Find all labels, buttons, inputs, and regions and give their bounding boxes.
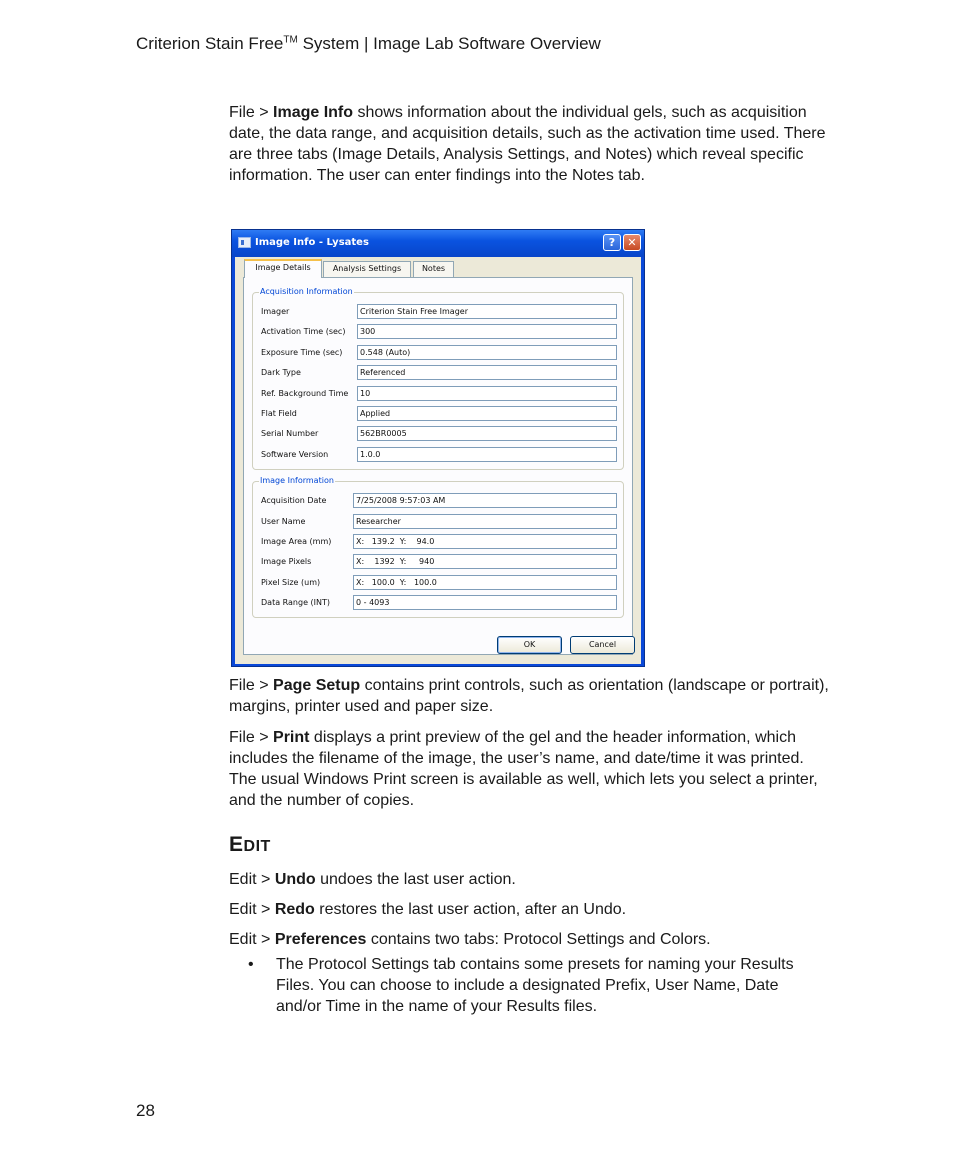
image-info-group: [252, 476, 624, 618]
acquisition-group: [252, 287, 624, 470]
field-row: [253, 304, 625, 319]
field-row: [253, 386, 625, 401]
paragraph-page-setup: File > Page Setup contains print controls, such as orientation (landscape or portrait), margins, printer used and paper size.: [229, 677, 829, 715]
field-row: [253, 595, 625, 610]
field-label: Image Pixels: [261, 557, 312, 566]
paragraph-image-info: File > Image Info shows information about the individual gels, such as acquisition date, the data range, and acquisition details, such as the activation time used. There are three tabs (Image Details, Analysis Settings, and Notes) which reveal specific information. The user can enter findings into the Notes tab.: [229, 104, 826, 184]
field-value[interactable]: Referenced: [357, 365, 617, 380]
field-label: Dark Type: [261, 368, 301, 377]
paragraph-redo: Edit > Redo restores the last user action, after an Undo.: [229, 901, 627, 918]
bullet-text: The Protocol Settings tab contains some presets for naming your Results Files. You can choose to include a designated Prefix, User Name, Date and/or Time in the name of your Results files.: [276, 956, 794, 1015]
field-label: User Name: [261, 517, 306, 526]
image-info-dialog: [231, 229, 645, 667]
field-row: [253, 493, 625, 508]
dialog-titlebar[interactable]: [232, 230, 644, 257]
field-value[interactable]: Applied: [357, 406, 617, 421]
acquisition-group-title: Acquisition Information: [260, 287, 353, 296]
field-row: [253, 554, 625, 569]
field-row: [253, 575, 625, 590]
field-value[interactable]: 1.0.0: [357, 447, 617, 462]
field-row: [253, 514, 625, 529]
image-info-group-title: Image Information: [260, 476, 334, 485]
help-button[interactable]: ?: [603, 234, 621, 251]
bullet-marker: •: [248, 956, 254, 973]
field-label: Exposure Time (sec): [261, 348, 343, 357]
field-label: Activation Time (sec): [261, 327, 346, 336]
field-label: Ref. Background Time: [261, 389, 349, 398]
paragraph-undo: Edit > Undo undoes the last user action.: [229, 871, 516, 888]
paragraph-preferences: Edit > Preferences contains two tabs: Protocol Settings and Colors.: [229, 931, 711, 948]
dialog-title: Image Info - Lysates: [255, 237, 369, 248]
field-label: Acquisition Date: [261, 496, 327, 505]
field-label: Pixel Size (um): [261, 578, 321, 587]
field-row: [253, 365, 625, 380]
cancel-button[interactable]: Cancel: [570, 636, 635, 654]
window-icon: [238, 237, 251, 248]
field-row: [253, 426, 625, 441]
field-label: Imager: [261, 307, 290, 316]
field-value[interactable]: Researcher: [353, 514, 617, 529]
close-button[interactable]: ✕: [623, 234, 641, 251]
field-value[interactable]: 300: [357, 324, 617, 339]
section-heading-edit: EDIT: [229, 833, 271, 856]
tab-panel: [243, 277, 633, 655]
field-value[interactable]: 562BR0005: [357, 426, 617, 441]
field-value[interactable]: 10: [357, 386, 617, 401]
field-value[interactable]: Criterion Stain Free Imager: [357, 304, 617, 319]
field-row: [253, 324, 625, 339]
field-value[interactable]: 0.548 (Auto): [357, 345, 617, 360]
field-value[interactable]: X: 100.0 Y: 100.0: [353, 575, 617, 590]
field-value[interactable]: 7/25/2008 9:57:03 AM: [353, 493, 617, 508]
field-row: [253, 534, 625, 549]
field-label: Software Version: [261, 450, 329, 459]
field-label: Flat Field: [261, 409, 297, 418]
tab-analysis-settings[interactable]: Analysis Settings: [323, 261, 411, 277]
field-label: Image Area (mm): [261, 537, 332, 546]
ok-button[interactable]: OK: [497, 636, 562, 654]
dialog-client: [235, 257, 641, 664]
running-header: Criterion Stain Free™ System | Image Lab Software Overview: [136, 34, 601, 53]
field-row: [253, 447, 625, 462]
paragraph-print: File > Print displays a print preview of the gel and the header information, which includes the filename of the image, the user’s name, and date/time it was printed. The usual Windows Print screen is available as well, which lets you select a printer, and the number of copies.: [229, 729, 818, 809]
field-value[interactable]: 0 - 4093: [353, 595, 617, 610]
field-row: [253, 406, 625, 421]
field-value[interactable]: X: 139.2 Y: 94.0: [353, 534, 617, 549]
tab-image-details[interactable]: Image Details: [244, 259, 322, 278]
field-row: [253, 345, 625, 360]
field-label: Data Range (INT): [261, 598, 331, 607]
page-number: 28: [136, 1101, 155, 1120]
field-value[interactable]: X: 1392 Y: 940: [353, 554, 617, 569]
field-label: Serial Number: [261, 429, 319, 438]
tab-notes[interactable]: Notes: [413, 261, 454, 277]
